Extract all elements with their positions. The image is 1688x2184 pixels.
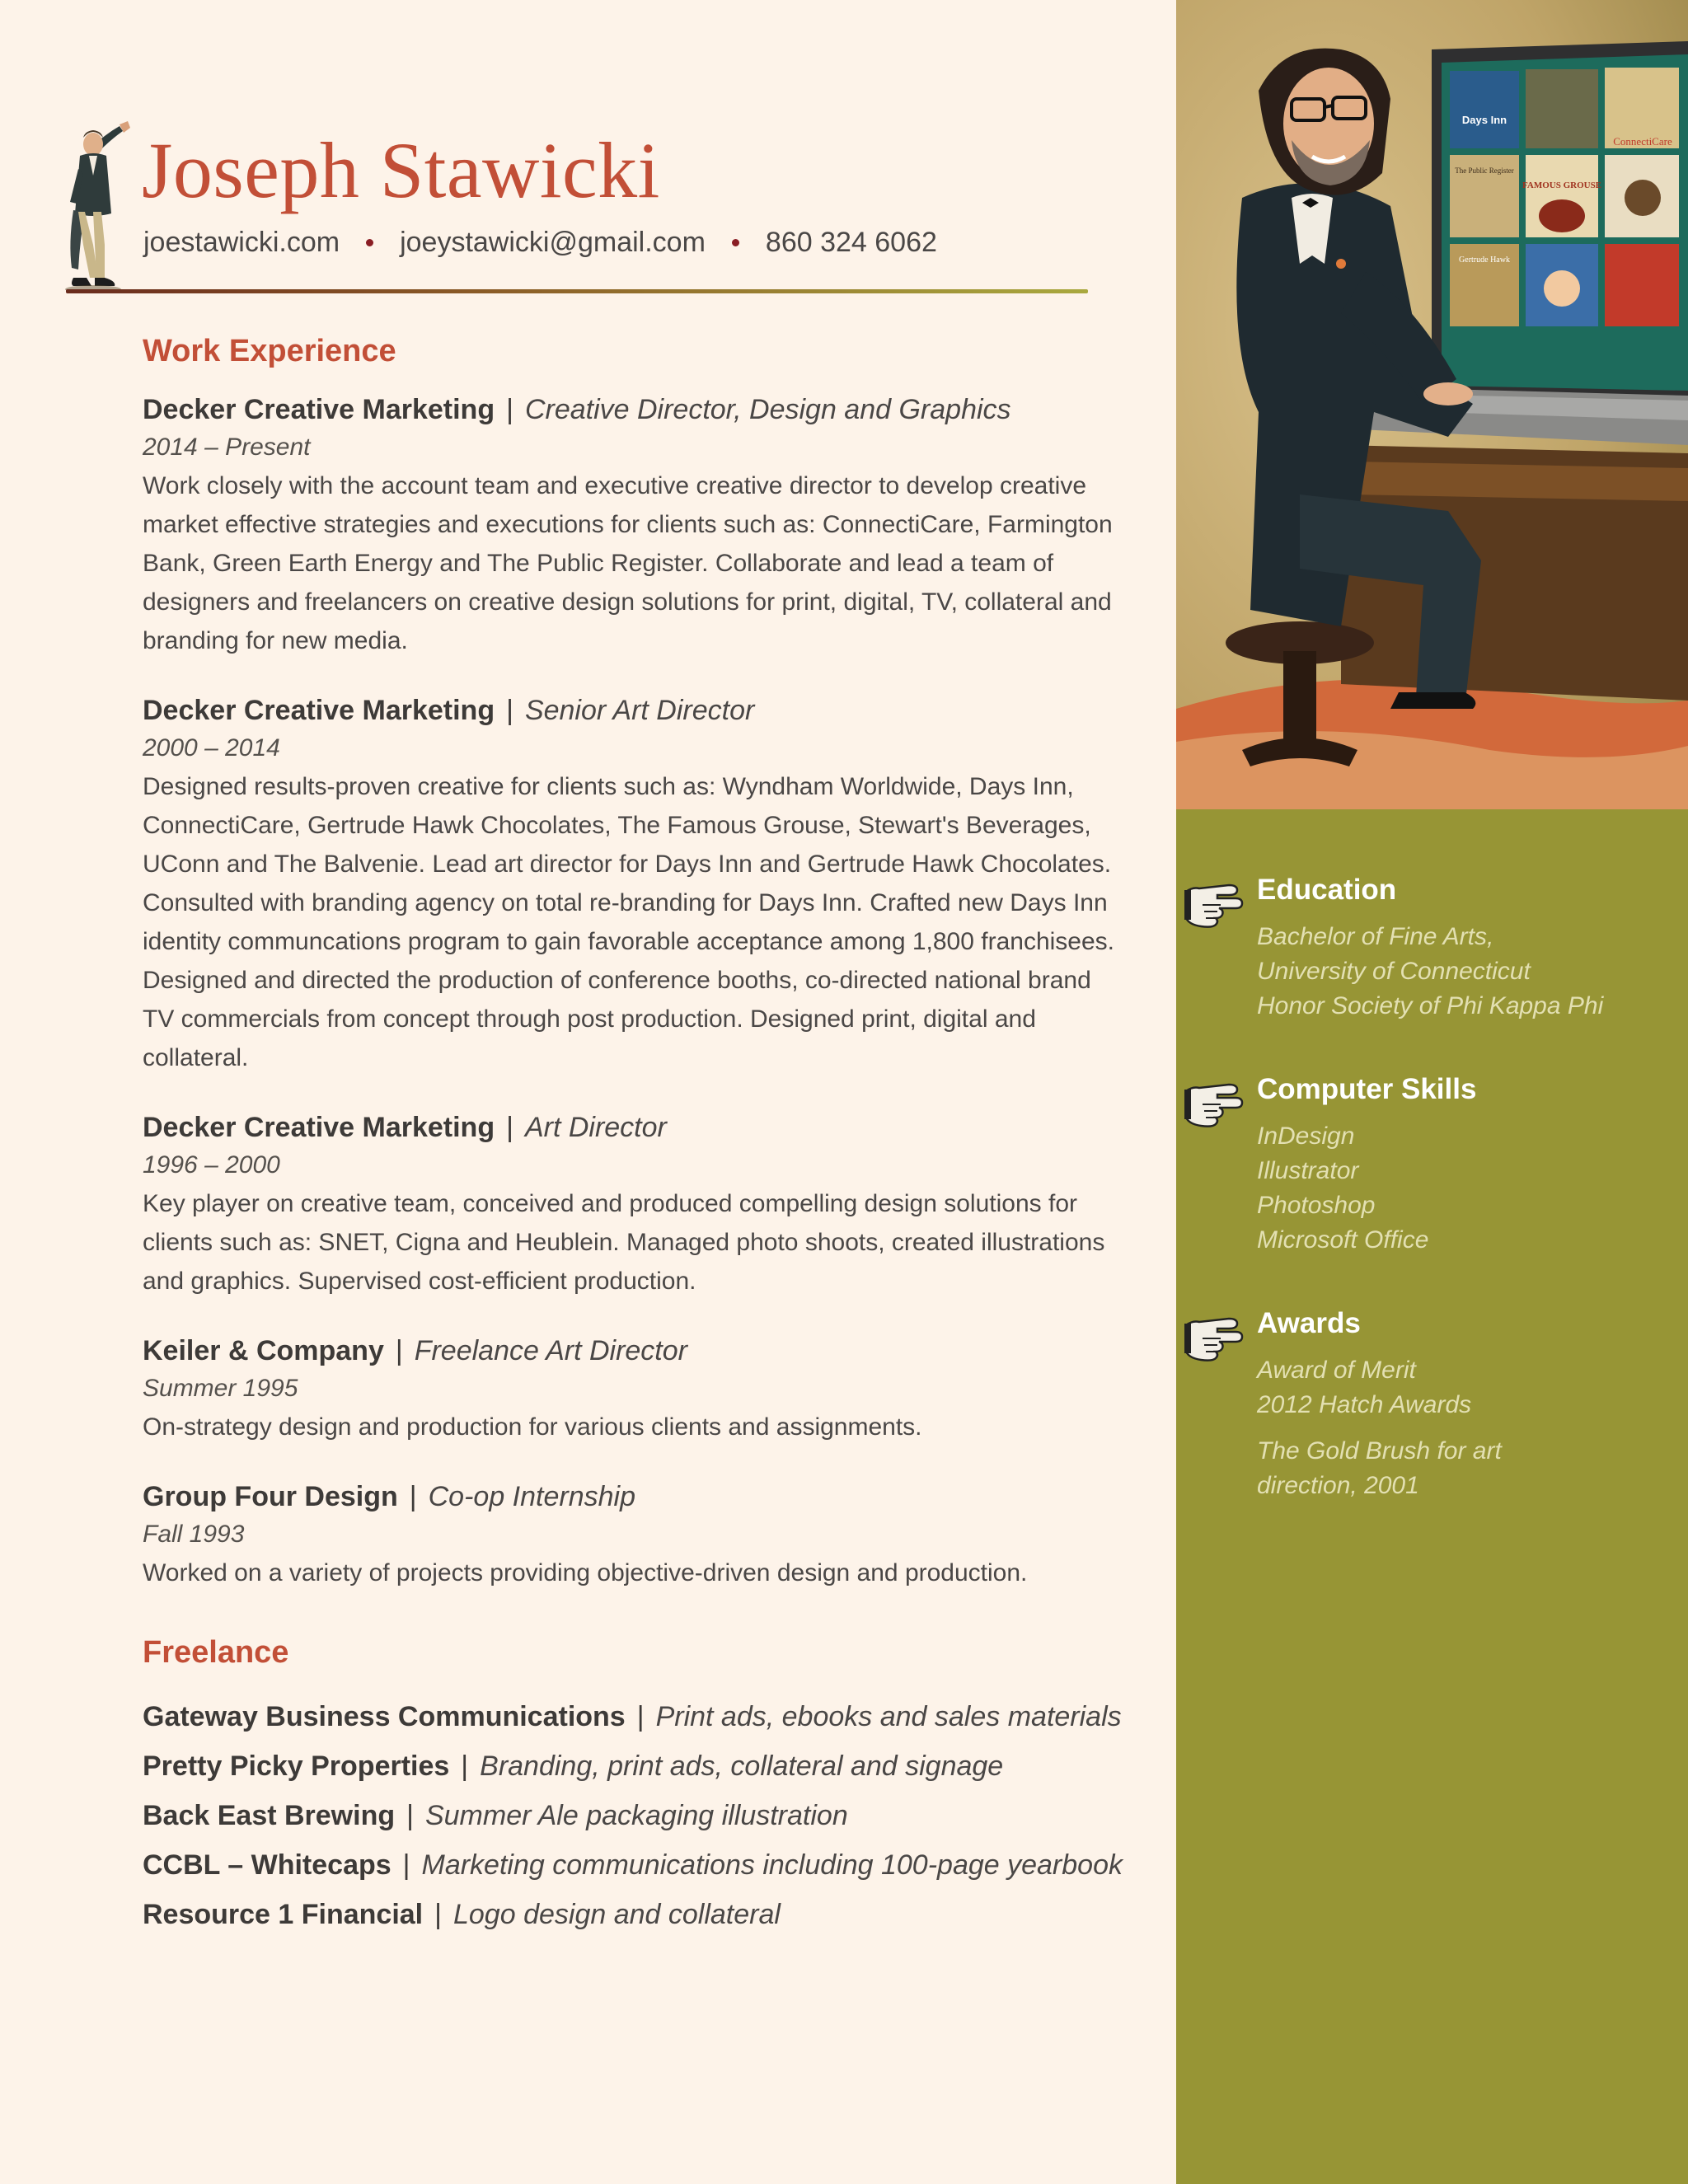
job-entry bbox=[143, 1332, 1156, 1446]
freelance-work: Branding, print ads, collateral and signage bbox=[480, 1750, 1004, 1782]
pipe-separator: | bbox=[506, 1112, 513, 1143]
freelance-work: Logo design and collateral bbox=[452, 1899, 781, 1930]
awards-heading: Awards bbox=[1257, 1307, 1361, 1339]
pipe-separator: | bbox=[636, 1701, 645, 1732]
education-item: University of Connecticut bbox=[1257, 958, 1531, 985]
job-header bbox=[143, 1478, 1156, 1516]
award-item: direction, 2001 bbox=[1257, 1472, 1419, 1499]
education-item: Bachelor of Fine Arts, bbox=[1257, 923, 1494, 950]
freelance-client: Pretty Picky Properties bbox=[143, 1750, 450, 1782]
freelance-client: Gateway Business Communications bbox=[143, 1701, 626, 1732]
pipe-separator: | bbox=[506, 394, 513, 425]
job-dates: 2000 – 2014 bbox=[143, 734, 280, 762]
screen-tile-label: FAMOUS GROUSE bbox=[1522, 180, 1602, 190]
job-role: Freelance Art Director bbox=[414, 1335, 687, 1366]
freelance-section bbox=[143, 1635, 1156, 1939]
job-entry bbox=[143, 691, 1156, 1077]
email-link[interactable]: joeystawicki@gmail.com bbox=[400, 227, 706, 258]
job-entry bbox=[143, 391, 1156, 660]
job-header bbox=[143, 1332, 1156, 1370]
education-heading: Education bbox=[1257, 874, 1397, 906]
freelance-work: Summer Ale packaging illustration bbox=[424, 1800, 848, 1831]
header-divider bbox=[66, 289, 1088, 293]
content bbox=[143, 334, 1156, 1939]
job-company: Decker Creative Marketing bbox=[143, 394, 495, 425]
job-description: Designed results-proven creative for clients such as: Wyndham Worldwide, Days Inn, ConnectiCare, Gertrude Hawk Chocolates, The Famous Grouse, Stewart's Beverages, UConn and The Balvenie. Lead art director for Days Inn and Gertrude Hawk Chocolates. Consulted with branding agency on total re-branding for Days Inn. Crafted new Days Inn identity communcations program to gain favorable acceptance among 1,800 franchisees. Designed and directed the production of conference booths, co-directed national brand TV commercials from concept through post production. Designed print, digital and collateral. bbox=[143, 773, 1115, 1071]
job-entry bbox=[143, 1478, 1156, 1592]
job-header bbox=[143, 691, 1156, 729]
screen-tile-label: Gertrude Hawk bbox=[1459, 255, 1510, 265]
skill-item: InDesign bbox=[1257, 1122, 1355, 1150]
screen-tiles bbox=[1450, 68, 1679, 326]
pipe-separator: | bbox=[402, 1849, 410, 1881]
award-item: 2012 Hatch Awards bbox=[1257, 1391, 1472, 1418]
job-role: Art Director bbox=[524, 1112, 667, 1143]
job-description: Key player on creative team, conceived and produced compelling design solutions for clients such as: SNET, Cigna and Heublein. Managed photo shoots, created illustrations and graphics. Supervised cost-efficient production. bbox=[143, 1190, 1105, 1295]
sidebar bbox=[1176, 0, 1688, 2184]
pipe-separator: | bbox=[506, 695, 513, 726]
pointing-hand-icon bbox=[1183, 875, 1254, 930]
job-header bbox=[143, 1108, 1156, 1146]
skill-item: Illustrator bbox=[1257, 1157, 1359, 1184]
job-description: Worked on a variety of projects providing objective-driven design and production. bbox=[143, 1559, 1028, 1586]
pointing-hand-icon bbox=[1183, 1075, 1254, 1129]
header bbox=[62, 120, 1084, 305]
freelance-item bbox=[143, 1890, 1156, 1939]
freelance-client: Resource 1 Financial bbox=[143, 1899, 424, 1930]
job-company: Decker Creative Marketing bbox=[143, 695, 495, 726]
screen-tile-label: Days Inn bbox=[1461, 114, 1507, 126]
pointing-hand-icon bbox=[1183, 1309, 1254, 1363]
pipe-separator: | bbox=[434, 1899, 442, 1930]
job-entry bbox=[143, 1108, 1156, 1301]
freelance-item bbox=[143, 1840, 1156, 1890]
job-role: Co-op Internship bbox=[428, 1481, 635, 1512]
job-dates: Summer 1995 bbox=[143, 1375, 298, 1402]
freelance-work: Marketing communications including 100-page yearbook bbox=[421, 1849, 1123, 1881]
freelance-item bbox=[143, 1741, 1156, 1791]
award-item: The Gold Brush for art bbox=[1257, 1437, 1502, 1465]
man-at-laptop-illustration bbox=[1176, 0, 1688, 809]
education-section bbox=[1176, 874, 1688, 1038]
computer-skills-heading: Computer Skills bbox=[1257, 1073, 1477, 1105]
screen-tile-label: The Public Register bbox=[1455, 166, 1514, 175]
freelance-item bbox=[143, 1692, 1156, 1741]
award-item: Award of Merit bbox=[1257, 1357, 1416, 1384]
job-description: On-strategy design and production for various clients and assignments. bbox=[143, 1413, 922, 1441]
job-description: Work closely with the account team and executive creative director to develop creative market effective strategies and executions for clients such as: ConnectiCare, Farmington Bank, Green Earth Energy and The Public Register. Collaborate and lead a team of designers and freelancers on creative design solutions for print, digital, TV, collateral and branding for new media. bbox=[143, 472, 1113, 654]
awards-list bbox=[1257, 1353, 1669, 1503]
education-item: Honor Society of Phi Kappa Phi bbox=[1257, 992, 1604, 1019]
freelance-client: CCBL – Whitecaps bbox=[143, 1849, 392, 1881]
website-link[interactable]: joestawicki.com bbox=[143, 227, 340, 258]
bullet-separator bbox=[732, 239, 739, 246]
job-dates: 2014 – Present bbox=[143, 434, 311, 461]
phone-number: 860 324 6062 bbox=[765, 227, 937, 258]
computer-skills-list bbox=[1257, 1119, 1669, 1258]
victorian-man-pointing-illustration bbox=[62, 120, 136, 301]
job-dates: Fall 1993 bbox=[143, 1521, 245, 1548]
skill-item: Photoshop bbox=[1257, 1192, 1376, 1219]
freelance-client: Back East Brewing bbox=[143, 1800, 396, 1831]
freelance-heading: Freelance bbox=[143, 1635, 289, 1670]
pipe-separator: | bbox=[406, 1800, 414, 1831]
job-company: Decker Creative Marketing bbox=[143, 1112, 495, 1143]
candidate-name: Joseph Stawicki bbox=[142, 126, 660, 214]
freelance-item bbox=[143, 1791, 1156, 1840]
education-list bbox=[1257, 920, 1669, 1024]
computer-skills-section bbox=[1176, 1073, 1688, 1279]
job-role: Senior Art Director bbox=[524, 695, 755, 726]
pipe-separator: | bbox=[461, 1750, 469, 1782]
job-company: Keiler & Company bbox=[143, 1335, 384, 1366]
contact-line bbox=[143, 227, 937, 259]
pipe-separator: | bbox=[409, 1481, 417, 1512]
screen-tile-label: ConnectiCare bbox=[1613, 135, 1672, 148]
portrait-illustration bbox=[1176, 0, 1688, 809]
freelance-work: Print ads, ebooks and sales materials bbox=[655, 1701, 1122, 1732]
pipe-separator: | bbox=[395, 1335, 403, 1366]
bullet-separator bbox=[366, 239, 373, 246]
work-experience-heading: Work Experience bbox=[143, 334, 396, 368]
job-company: Group Four Design bbox=[143, 1481, 398, 1512]
job-header bbox=[143, 391, 1156, 429]
job-role: Creative Director, Design and Graphics bbox=[524, 394, 1011, 425]
skill-item: Microsoft Office bbox=[1257, 1226, 1429, 1254]
job-dates: 1996 – 2000 bbox=[143, 1151, 280, 1179]
awards-section bbox=[1176, 1307, 1688, 1521]
